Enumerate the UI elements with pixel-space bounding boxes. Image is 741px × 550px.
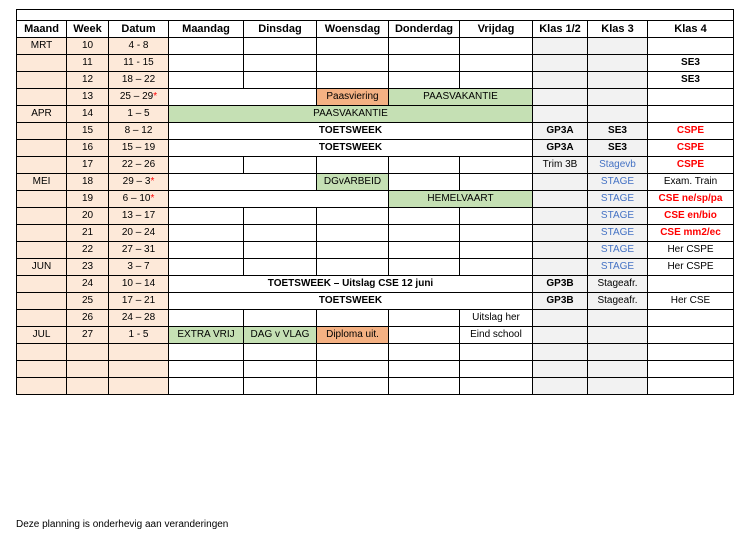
day-cell — [460, 174, 533, 191]
day-cell — [169, 157, 244, 174]
klas-1-2-cell — [533, 191, 588, 208]
day-cell — [389, 378, 460, 395]
date-text: 11 - 15 — [123, 57, 154, 68]
day-cell — [317, 259, 389, 276]
week-cell: 27 — [67, 327, 109, 344]
date-text: 18 – 22 — [121, 74, 156, 85]
klas-3-cell: Stagevb — [588, 157, 648, 174]
date-text: 22 – 26 — [121, 159, 156, 170]
klas-3-cell: STAGE — [588, 259, 648, 276]
klas-4-cell: CSPE — [648, 140, 734, 157]
klas-4-cell: CSE en/bio — [648, 208, 734, 225]
day-cell — [389, 208, 460, 225]
week-cell: 18 — [67, 174, 109, 191]
day-cell — [460, 361, 533, 378]
klas-1-2-cell — [533, 361, 588, 378]
klas-1-2-cell — [533, 259, 588, 276]
week-cell: 13 — [67, 89, 109, 106]
table-row — [17, 89, 734, 106]
day-cell — [389, 225, 460, 242]
klas-4-cell — [648, 361, 734, 378]
header-klas-4: Klas 4 — [648, 21, 734, 38]
month-cell — [17, 191, 67, 208]
date-cell — [109, 310, 169, 327]
header-row — [17, 21, 734, 38]
date-cell — [109, 55, 169, 72]
klas-1-2-cell: GP3A — [533, 123, 588, 140]
table-row — [17, 208, 734, 225]
day-cell — [169, 174, 317, 191]
day-cell: Uitslag her — [460, 310, 533, 327]
date-cell — [109, 72, 169, 89]
day-cell — [389, 55, 460, 72]
date-cell — [109, 361, 169, 378]
date-cell — [109, 293, 169, 310]
header-maandag: Maandag — [169, 21, 244, 38]
week-cell: 11 — [67, 55, 109, 72]
day-cell: TOETSWEEK – Uitslag CSE 12 juni — [169, 276, 533, 293]
date-cell — [109, 106, 169, 123]
day-cell — [317, 38, 389, 55]
date-text: 6 – 10 — [122, 193, 151, 204]
klas-1-2-cell — [533, 55, 588, 72]
day-cell — [389, 174, 460, 191]
date-text: 27 – 31 — [121, 244, 156, 255]
date-cell — [109, 378, 169, 395]
day-cell — [169, 208, 244, 225]
klas-4-cell — [648, 310, 734, 327]
day-cell: TOETSWEEK — [169, 123, 533, 140]
klas-3-cell — [588, 38, 648, 55]
date-text: 3 – 7 — [127, 261, 150, 272]
day-cell — [460, 157, 533, 174]
month-cell — [17, 89, 67, 106]
date-cell — [109, 276, 169, 293]
week-cell: 17 — [67, 157, 109, 174]
klas-1-2-cell — [533, 310, 588, 327]
header-dinsdag: Dinsdag — [244, 21, 317, 38]
day-cell — [244, 259, 317, 276]
klas-3-cell — [588, 72, 648, 89]
date-text: 17 – 21 — [121, 295, 156, 306]
week-cell — [67, 378, 109, 395]
date-cell — [109, 327, 169, 344]
day-cell — [169, 259, 244, 276]
header-klas-3: Klas 3 — [588, 21, 648, 38]
table-row — [17, 293, 734, 310]
day-cell — [460, 259, 533, 276]
date-cell — [109, 259, 169, 276]
day-cell: Eind school — [460, 327, 533, 344]
month-cell — [17, 310, 67, 327]
klas-1-2-cell: GP3B — [533, 276, 588, 293]
day-cell — [244, 361, 317, 378]
klas-1-2-cell — [533, 225, 588, 242]
date-text: 13 – 17 — [121, 210, 156, 221]
day-cell — [244, 72, 317, 89]
week-cell: 25 — [67, 293, 109, 310]
day-cell — [389, 38, 460, 55]
day-cell — [460, 38, 533, 55]
month-cell — [17, 293, 67, 310]
table-row — [17, 72, 734, 89]
day-cell: DAG v VLAG — [244, 327, 317, 344]
klas-3-cell: STAGE — [588, 208, 648, 225]
month-cell: APR — [17, 106, 67, 123]
date-marker: * — [153, 91, 158, 102]
day-cell — [169, 72, 244, 89]
klas-3-cell: STAGE — [588, 225, 648, 242]
day-cell — [244, 378, 317, 395]
week-cell: 19 — [67, 191, 109, 208]
klas-1-2-cell — [533, 72, 588, 89]
klas-3-cell — [588, 344, 648, 361]
klas-3-cell: STAGE — [588, 191, 648, 208]
week-cell — [67, 361, 109, 378]
klas-4-cell: Her CSPE — [648, 259, 734, 276]
klas-4-cell: CSE ne/sp/pa — [648, 191, 734, 208]
table-row — [17, 191, 734, 208]
footer-note: Deze planning is onderhevig aan veranderingen — [16, 519, 229, 530]
klas-4-cell — [648, 89, 734, 106]
day-cell: EXTRA VRIJ — [169, 327, 244, 344]
day-cell — [389, 157, 460, 174]
date-cell — [109, 38, 169, 55]
day-cell — [169, 191, 389, 208]
month-cell — [17, 361, 67, 378]
day-cell — [169, 361, 244, 378]
day-cell — [460, 378, 533, 395]
klas-4-cell: CSPE — [648, 157, 734, 174]
date-cell — [109, 208, 169, 225]
date-cell — [109, 191, 169, 208]
klas-3-cell — [588, 327, 648, 344]
day-cell — [244, 38, 317, 55]
table-row — [17, 259, 734, 276]
month-cell — [17, 276, 67, 293]
date-cell — [109, 242, 169, 259]
header-donderdag: Donderdag — [389, 21, 460, 38]
month-cell — [17, 378, 67, 395]
day-cell — [389, 72, 460, 89]
klas-3-cell: SE3 — [588, 123, 648, 140]
day-cell: TOETSWEEK — [169, 140, 533, 157]
top-blank-row — [17, 10, 734, 21]
week-cell: 26 — [67, 310, 109, 327]
table-row — [17, 361, 734, 378]
day-cell — [317, 55, 389, 72]
day-cell — [389, 344, 460, 361]
date-text: 15 – 19 — [121, 142, 156, 153]
klas-1-2-cell: GP3A — [533, 140, 588, 157]
week-cell: 16 — [67, 140, 109, 157]
week-cell: 24 — [67, 276, 109, 293]
klas-3-cell — [588, 310, 648, 327]
klas-4-cell: SE3 — [648, 72, 734, 89]
day-cell — [460, 344, 533, 361]
table-row — [17, 327, 734, 344]
klas-3-cell: STAGE — [588, 242, 648, 259]
month-cell — [17, 157, 67, 174]
month-cell — [17, 242, 67, 259]
table-row — [17, 276, 734, 293]
day-cell — [317, 72, 389, 89]
day-cell — [389, 327, 460, 344]
date-text: 1 - 5 — [128, 329, 149, 340]
day-cell — [460, 55, 533, 72]
table-row — [17, 38, 734, 55]
week-cell: 14 — [67, 106, 109, 123]
klas-1-2-cell — [533, 327, 588, 344]
date-cell — [109, 174, 169, 191]
month-cell — [17, 55, 67, 72]
day-cell: Paasviering — [317, 89, 389, 106]
week-cell: 20 — [67, 208, 109, 225]
day-cell — [244, 208, 317, 225]
day-cell — [244, 225, 317, 242]
klas-4-cell: Her CSPE — [648, 242, 734, 259]
klas-3-cell — [588, 106, 648, 123]
day-cell: DGvARBEID — [317, 174, 389, 191]
month-cell: JUL — [17, 327, 67, 344]
table-row — [17, 174, 734, 191]
table-row — [17, 242, 734, 259]
month-cell — [17, 225, 67, 242]
klas-1-2-cell: Trim 3B — [533, 157, 588, 174]
day-cell — [317, 225, 389, 242]
day-cell — [317, 344, 389, 361]
table-row — [17, 157, 734, 174]
day-cell — [169, 310, 244, 327]
month-cell — [17, 344, 67, 361]
header-maand: Maand — [17, 21, 67, 38]
month-cell — [17, 72, 67, 89]
month-cell: MEI — [17, 174, 67, 191]
table-row — [17, 310, 734, 327]
day-cell — [169, 242, 244, 259]
day-cell — [244, 55, 317, 72]
klas-1-2-cell — [533, 208, 588, 225]
day-cell — [317, 157, 389, 174]
klas-3-cell — [588, 55, 648, 72]
day-cell — [169, 344, 244, 361]
day-cell — [460, 208, 533, 225]
week-cell: 12 — [67, 72, 109, 89]
date-cell — [109, 344, 169, 361]
klas-3-cell: Stageafr. — [588, 293, 648, 310]
table-row — [17, 140, 734, 157]
date-marker: * — [150, 176, 155, 187]
header-week: Week — [67, 21, 109, 38]
week-cell: 22 — [67, 242, 109, 259]
klas-1-2-cell — [533, 378, 588, 395]
date-text: 25 – 29 — [119, 91, 154, 102]
table-row — [17, 106, 734, 123]
month-cell — [17, 208, 67, 225]
date-text: 4 - 8 — [128, 40, 149, 51]
klas-3-cell: Stageafr. — [588, 276, 648, 293]
planning-table — [16, 9, 734, 395]
klas-1-2-cell — [533, 89, 588, 106]
klas-1-2-cell: GP3B — [533, 293, 588, 310]
date-marker: * — [150, 193, 155, 204]
date-cell — [109, 140, 169, 157]
date-cell — [109, 123, 169, 140]
day-cell — [389, 310, 460, 327]
klas-4-cell — [648, 344, 734, 361]
table-row — [17, 55, 734, 72]
week-cell: 10 — [67, 38, 109, 55]
table-row — [17, 344, 734, 361]
klas-4-cell: CSE mm2/ec — [648, 225, 734, 242]
week-cell: 21 — [67, 225, 109, 242]
day-cell — [317, 242, 389, 259]
date-text: 10 – 14 — [121, 278, 156, 289]
klas-3-cell: SE3 — [588, 140, 648, 157]
day-cell — [317, 208, 389, 225]
day-cell — [317, 361, 389, 378]
day-cell: PAASVAKANTIE — [389, 89, 533, 106]
date-cell — [109, 157, 169, 174]
header-klas-1-2: Klas 1/2 — [533, 21, 588, 38]
day-cell — [244, 310, 317, 327]
klas-1-2-cell — [533, 344, 588, 361]
date-cell — [109, 89, 169, 106]
klas-1-2-cell — [533, 38, 588, 55]
week-cell: 15 — [67, 123, 109, 140]
header-vrijdag: Vrijdag — [460, 21, 533, 38]
table-row — [17, 378, 734, 395]
klas-3-cell — [588, 89, 648, 106]
day-cell — [169, 89, 317, 106]
day-cell — [460, 72, 533, 89]
day-cell: Diploma uit. — [317, 327, 389, 344]
week-cell: 23 — [67, 259, 109, 276]
date-text: 1 – 5 — [127, 108, 150, 119]
klas-1-2-cell — [533, 106, 588, 123]
day-cell: TOETSWEEK — [169, 293, 533, 310]
month-cell: MRT — [17, 38, 67, 55]
date-text: 8 – 12 — [124, 125, 153, 136]
klas-4-cell: Her CSE — [648, 293, 734, 310]
klas-4-cell — [648, 276, 734, 293]
day-cell — [389, 242, 460, 259]
month-cell — [17, 140, 67, 157]
week-cell — [67, 344, 109, 361]
klas-3-cell — [588, 378, 648, 395]
day-cell — [460, 225, 533, 242]
klas-4-cell — [648, 38, 734, 55]
header-woensdag: Woensdag — [317, 21, 389, 38]
klas-3-cell: STAGE — [588, 174, 648, 191]
day-cell — [169, 38, 244, 55]
klas-1-2-cell — [533, 174, 588, 191]
day-cell — [244, 242, 317, 259]
day-cell — [317, 310, 389, 327]
date-text: 29 – 3 — [122, 176, 151, 187]
klas-4-cell — [648, 327, 734, 344]
day-cell: HEMELVAART — [389, 191, 533, 208]
header-datum: Datum — [109, 21, 169, 38]
day-cell — [169, 55, 244, 72]
day-cell — [317, 378, 389, 395]
table-row — [17, 225, 734, 242]
date-cell — [109, 225, 169, 242]
klas-3-cell — [588, 361, 648, 378]
day-cell — [244, 344, 317, 361]
day-cell — [169, 225, 244, 242]
date-text: 24 – 28 — [121, 312, 156, 323]
day-cell — [244, 157, 317, 174]
day-cell — [389, 361, 460, 378]
klas-4-cell: Exam. Train — [648, 174, 734, 191]
day-cell — [460, 242, 533, 259]
month-cell: JUN — [17, 259, 67, 276]
day-cell — [169, 378, 244, 395]
day-cell: PAASVAKANTIE — [169, 106, 533, 123]
klas-4-cell — [648, 106, 734, 123]
day-cell — [389, 259, 460, 276]
klas-4-cell: SE3 — [648, 55, 734, 72]
klas-4-cell — [648, 378, 734, 395]
table-row — [17, 123, 734, 140]
klas-4-cell: CSPE — [648, 123, 734, 140]
date-text: 20 – 24 — [121, 227, 156, 238]
klas-1-2-cell — [533, 242, 588, 259]
month-cell — [17, 123, 67, 140]
